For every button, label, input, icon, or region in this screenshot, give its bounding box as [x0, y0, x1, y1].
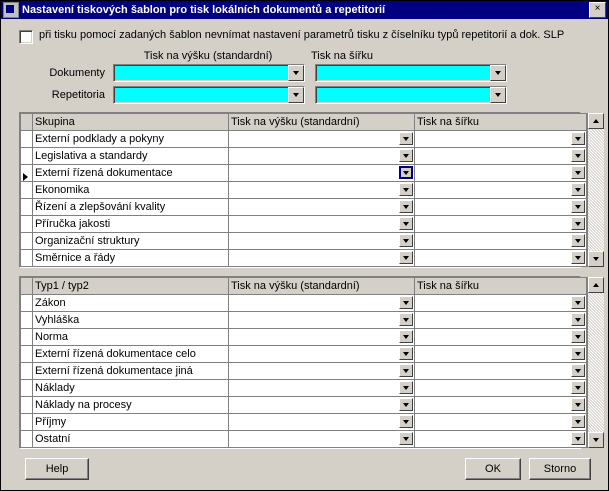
- chevron-down-icon[interactable]: [571, 132, 585, 145]
- table-row[interactable]: [21, 182, 587, 199]
- groups-col-name[interactable]: Skupina: [33, 114, 229, 131]
- chevron-down-icon[interactable]: [399, 398, 413, 411]
- chevron-down-icon[interactable]: [571, 364, 585, 377]
- row-selector[interactable]: [21, 312, 33, 329]
- table-row[interactable]: [21, 250, 587, 267]
- group-landscape-cell[interactable]: [415, 148, 587, 165]
- row-selector[interactable]: [21, 233, 33, 250]
- documents-portrait-value: [114, 65, 288, 81]
- group-name-cell[interactable]: Řízení a zlepšování kvality: [33, 199, 229, 216]
- help-button-label: Help: [45, 463, 69, 475]
- types-scrollbar[interactable]: [587, 277, 604, 448]
- chevron-down-icon[interactable]: [571, 381, 585, 394]
- type-name-cell[interactable]: Vyhláška: [33, 312, 229, 329]
- row-selector[interactable]: [21, 165, 33, 182]
- group-portrait-cell[interactable]: [229, 165, 415, 182]
- type-landscape-cell[interactable]: [415, 329, 587, 346]
- ignore-params-label: při tisku pomocí zadaných šablon nevnímat nastavení parametrů tisku z číselníku typů repetitorií a dok. SLP: [39, 29, 565, 41]
- row-selector[interactable]: [21, 295, 33, 312]
- table-row[interactable]: [21, 148, 587, 165]
- table-row[interactable]: [21, 397, 587, 414]
- types-col-name[interactable]: Typ1 / typ2: [33, 278, 229, 295]
- type-landscape-cell[interactable]: [415, 312, 587, 329]
- type-portrait-cell[interactable]: [229, 397, 415, 414]
- row-selector[interactable]: [21, 346, 33, 363]
- ignore-params-checkbox[interactable]: [19, 30, 33, 44]
- type-portrait-cell[interactable]: [229, 312, 415, 329]
- types-col-portrait[interactable]: Tisk na výšku (standardní): [229, 278, 415, 295]
- group-landscape-cell[interactable]: [415, 199, 587, 216]
- groups-header-row: [21, 114, 587, 131]
- types-header-row: [21, 278, 587, 295]
- table-row[interactable]: [21, 216, 587, 233]
- group-landscape-cell[interactable]: [415, 182, 587, 199]
- group-portrait-cell[interactable]: [229, 182, 415, 199]
- chevron-down-icon[interactable]: [571, 149, 585, 162]
- group-name-cell[interactable]: Ekonomika: [33, 182, 229, 199]
- dialog-buttons: [1, 458, 609, 480]
- storno-button-label: Storno: [543, 463, 577, 475]
- group-name-cell[interactable]: Externí podklady a pokyny: [33, 131, 229, 148]
- combo-header-landscape: Tisk na šířku: [311, 50, 373, 62]
- title-bar: [1, 1, 608, 19]
- current-row-arrow-icon: [23, 173, 28, 181]
- row-selector[interactable]: [21, 363, 33, 380]
- chevron-down-icon[interactable]: [399, 183, 413, 196]
- scroll-up-icon[interactable]: [588, 277, 604, 293]
- chevron-down-icon[interactable]: [571, 251, 585, 264]
- chevron-down-icon[interactable]: [399, 432, 413, 445]
- table-row[interactable]: [21, 312, 587, 329]
- type-portrait-cell[interactable]: [229, 414, 415, 431]
- chevron-down-icon[interactable]: [399, 364, 413, 377]
- table-row[interactable]: [21, 414, 587, 431]
- group-portrait-cell[interactable]: [229, 148, 415, 165]
- chevron-down-icon[interactable]: [288, 87, 304, 103]
- chevron-down-icon[interactable]: [571, 234, 585, 247]
- group-landscape-cell[interactable]: [415, 250, 587, 267]
- ok-button-label: OK: [485, 463, 501, 475]
- row-selector[interactable]: [21, 250, 33, 267]
- chevron-down-icon[interactable]: [399, 200, 413, 213]
- type-landscape-cell[interactable]: [415, 414, 587, 431]
- group-landscape-cell[interactable]: [415, 131, 587, 148]
- repetitoria-row: [9, 86, 600, 104]
- chevron-down-icon[interactable]: [288, 65, 304, 81]
- group-landscape-cell[interactable]: [415, 216, 587, 233]
- type-portrait-cell[interactable]: [229, 329, 415, 346]
- group-portrait-cell[interactable]: [229, 250, 415, 267]
- groups-scroll-track[interactable]: [588, 129, 604, 251]
- chevron-down-icon[interactable]: [571, 432, 585, 445]
- table-row[interactable]: [21, 363, 587, 380]
- type-name-cell[interactable]: Zákon: [33, 295, 229, 312]
- types-scroll-track[interactable]: [588, 293, 604, 432]
- chevron-down-icon[interactable]: [571, 415, 585, 428]
- type-portrait-cell[interactable]: [229, 295, 415, 312]
- type-landscape-cell[interactable]: [415, 346, 587, 363]
- type-name-cell[interactable]: Externí řízená dokumentace celo: [33, 346, 229, 363]
- scroll-up-icon[interactable]: [588, 113, 604, 129]
- chevron-down-icon[interactable]: [571, 200, 585, 213]
- table-row[interactable]: [21, 233, 587, 250]
- type-name-cell[interactable]: Norma: [33, 329, 229, 346]
- type-name-cell[interactable]: Externí řízená dokumentace jiná: [33, 363, 229, 380]
- repetitoria-portrait-value: [114, 87, 288, 103]
- combo-header-portrait: Tisk na výšku (standardní): [143, 50, 273, 62]
- table-row[interactable]: [21, 131, 587, 148]
- chevron-down-icon[interactable]: [399, 251, 413, 264]
- window-title: Nastavení tiskových šablon pro tisk lokálních dokumentů a repetitorií: [22, 4, 386, 16]
- chevron-down-icon[interactable]: [399, 166, 413, 179]
- row-selector[interactable]: [21, 380, 33, 397]
- types-col-landscape[interactable]: Tisk na šířku: [415, 278, 587, 295]
- chevron-down-icon[interactable]: [571, 313, 585, 326]
- chevron-down-icon[interactable]: [571, 347, 585, 360]
- groups-col-landscape[interactable]: Tisk na šířku: [415, 114, 587, 131]
- type-name-cell[interactable]: Náklady na procesy: [33, 397, 229, 414]
- table-row[interactable]: [21, 380, 587, 397]
- chevron-down-icon[interactable]: [399, 415, 413, 428]
- row-selector[interactable]: [21, 199, 33, 216]
- group-name-cell[interactable]: Příručka jakosti: [33, 216, 229, 233]
- scroll-down-icon[interactable]: [588, 251, 604, 267]
- row-selector[interactable]: [21, 148, 33, 165]
- close-icon[interactable]: ×: [589, 2, 606, 18]
- chevron-down-icon[interactable]: [490, 87, 506, 103]
- repetitoria-portrait-combo[interactable]: [113, 86, 305, 104]
- type-landscape-cell[interactable]: [415, 380, 587, 397]
- repetitoria-landscape-value: [316, 87, 490, 103]
- documents-landscape-value: [316, 65, 490, 81]
- ok-button[interactable]: [465, 458, 521, 480]
- group-name-cell[interactable]: Legislativa a standardy: [33, 148, 229, 165]
- type-landscape-cell[interactable]: [415, 295, 587, 312]
- type-landscape-cell[interactable]: [415, 397, 587, 414]
- documents-label: Dokumenty: [49, 67, 105, 79]
- chevron-down-icon[interactable]: [399, 296, 413, 309]
- scroll-down-icon[interactable]: [588, 432, 604, 448]
- table-row[interactable]: [21, 329, 587, 346]
- group-portrait-cell[interactable]: [229, 216, 415, 233]
- row-selector[interactable]: [21, 431, 33, 448]
- chevron-down-icon[interactable]: [399, 234, 413, 247]
- chevron-down-icon[interactable]: [399, 347, 413, 360]
- type-landscape-cell[interactable]: [415, 431, 587, 448]
- chevron-down-icon[interactable]: [571, 296, 585, 309]
- group-name-cell[interactable]: Organizační struktury: [33, 233, 229, 250]
- row-selector[interactable]: [21, 216, 33, 233]
- group-landscape-cell[interactable]: [415, 233, 587, 250]
- storno-button[interactable]: [529, 458, 591, 480]
- chevron-down-icon[interactable]: [571, 217, 585, 230]
- row-selector[interactable]: [21, 182, 33, 199]
- type-portrait-cell[interactable]: [229, 431, 415, 448]
- chevron-down-icon[interactable]: [571, 166, 585, 179]
- type-landscape-cell[interactable]: [415, 363, 587, 380]
- type-name-cell[interactable]: Příjmy: [33, 414, 229, 431]
- row-header-corner: [21, 278, 33, 295]
- type-portrait-cell[interactable]: [229, 346, 415, 363]
- groups-col-portrait[interactable]: Tisk na výšku (standardní): [229, 114, 415, 131]
- chevron-down-icon[interactable]: [399, 330, 413, 343]
- repetitoria-landscape-combo[interactable]: [315, 86, 507, 104]
- type-name-cell[interactable]: Náklady: [33, 380, 229, 397]
- groups-grid: [19, 112, 581, 268]
- group-portrait-cell[interactable]: [229, 233, 415, 250]
- chevron-down-icon[interactable]: [571, 398, 585, 411]
- row-header-corner: [21, 114, 33, 131]
- group-name-cell[interactable]: Směrnice a řády: [33, 250, 229, 267]
- row-selector[interactable]: [21, 397, 33, 414]
- documents-landscape-combo[interactable]: [315, 64, 507, 82]
- group-portrait-cell[interactable]: [229, 199, 415, 216]
- chevron-down-icon[interactable]: [571, 330, 585, 343]
- ignore-params-option[interactable]: [19, 29, 600, 44]
- type-portrait-cell[interactable]: [229, 380, 415, 397]
- dialog-body: [1, 19, 608, 449]
- chevron-down-icon[interactable]: [571, 183, 585, 196]
- table-row[interactable]: [21, 346, 587, 363]
- groups-scrollbar[interactable]: [587, 113, 604, 267]
- types-grid-body: [20, 277, 587, 448]
- app-icon: [3, 2, 19, 18]
- chevron-down-icon[interactable]: [399, 381, 413, 394]
- chevron-down-icon[interactable]: [490, 65, 506, 81]
- group-name-cell[interactable]: Externí řízená dokumentace: [33, 165, 229, 182]
- table-row[interactable]: [21, 295, 587, 312]
- type-portrait-cell[interactable]: [229, 363, 415, 380]
- group-portrait-cell[interactable]: [229, 131, 415, 148]
- chevron-down-icon[interactable]: [399, 149, 413, 162]
- row-selector[interactable]: [21, 131, 33, 148]
- help-button[interactable]: [25, 458, 89, 480]
- documents-portrait-combo[interactable]: [113, 64, 305, 82]
- group-landscape-cell[interactable]: [415, 165, 587, 182]
- type-name-cell[interactable]: Ostatní: [33, 431, 229, 448]
- row-selector[interactable]: [21, 329, 33, 346]
- chevron-down-icon[interactable]: [399, 313, 413, 326]
- table-row[interactable]: [21, 165, 587, 182]
- types-grid: [19, 276, 581, 449]
- combo-column-headers: [9, 50, 600, 62]
- table-row[interactable]: [21, 199, 587, 216]
- chevron-down-icon[interactable]: [399, 217, 413, 230]
- table-row[interactable]: [21, 431, 587, 448]
- chevron-down-icon[interactable]: [399, 132, 413, 145]
- groups-grid-body: [20, 113, 587, 267]
- row-selector[interactable]: [21, 414, 33, 431]
- repetitoria-label: Repetitoria: [51, 89, 105, 101]
- documents-row: [9, 64, 600, 82]
